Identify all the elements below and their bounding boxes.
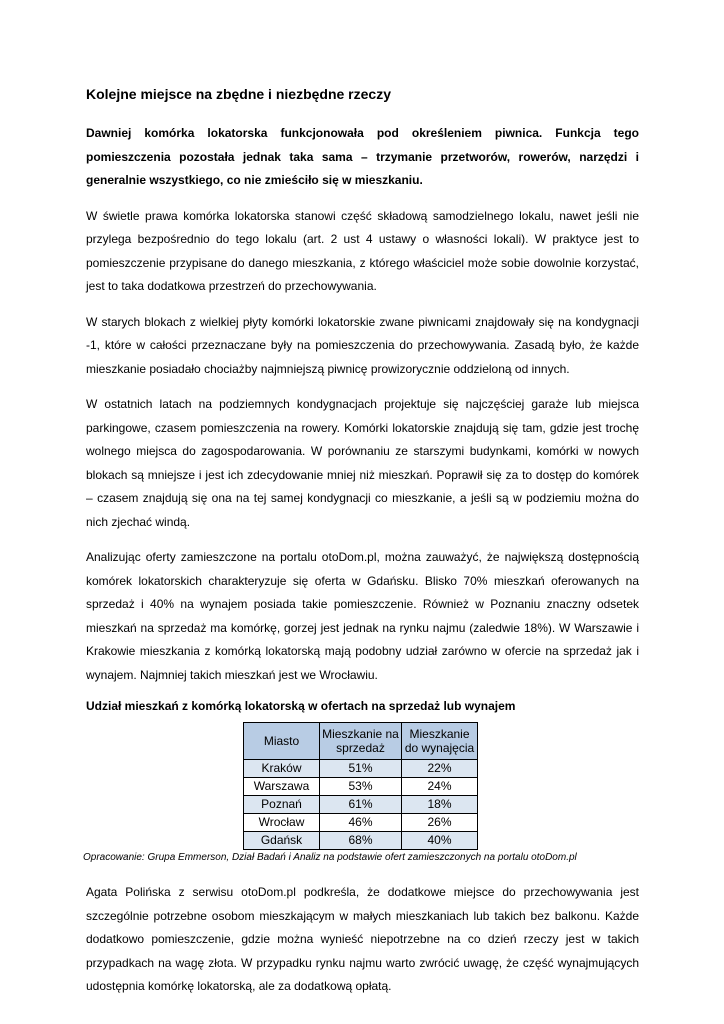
table-row [244,814,478,832]
rent-cell: 26% [402,814,478,832]
header-rent: Mieszkanie do wynajęcia [402,723,478,760]
table-row [244,778,478,796]
article [83,86,639,1011]
body-paragraph: Analizując oferty zamieszczone na portalu otoDom.pl, można zauważyć, że największą dostępnością komórek lokatorskich charakteryzuje się oferta w Gdańsku. Blisko 70% mieszkań oferowanych na sprzedaż i 40% na wynajem posiada takie pomieszczenie. Również w Poznaniu znaczny odsetek mieszkań na sprzedaż ma komórkę, gorzej jest jednak na rynku najmu (zaledwie 18%). W Warszawie i Krakowie mieszkania z komórką lokatorską mają podobny udział zarówno w ofercie na sprzedaż jak i wynajem. Najmniej takich mieszkań jest we Wrocławiu. [86,550,639,682]
city-cell: Poznań [244,796,320,814]
rent-cell: 18% [402,796,478,814]
table-header-row [244,723,478,760]
table-title: Udział mieszkań z komórką lokatorską w ofertach na sprzedaż lub wynajem [86,699,516,713]
header-sale: Mieszkanie na sprzedaż [320,723,402,760]
table-row [244,832,478,850]
body-paragraph: W ostatnich latach na podziemnych kondygnacjach projektuje się najczęściej garaże lub miejsca parkingowe, czasem pomieszczenia na rowery. Komórki lokatorskie znajdują się tam, gdzie jest trochę wolnego miejsca do zagospodarowania. W porównaniu ze starszymi budynkami, komórki w nowych blokach są mniejsze i jest ich zdecydowanie mniej niż mieszkań. Poprawił się za to dostęp do komórek – czasem znajdują się ona na tej samej kondygnacji co mieszkanie, a jeśli są w podziemiu można do nich zjechać windą. [86,397,639,529]
city-cell: Kraków [244,760,320,778]
city-cell: Wrocław [244,814,320,832]
article-title: Kolejne miejsce na zbędne i niezbędne rzeczy [86,86,391,102]
lead-paragraph: Dawniej komórka lokatorska funkcjonowała pod określeniem piwnica. Funkcja tego pomieszczenia pozostała jednak taka sama – trzymanie przetworów, rowerów, narzędzi i generalnie wszystkiego, co nie zmieściło się w mieszkaniu. [86,126,639,187]
header-city: Miasto [244,723,320,760]
table-row [244,760,478,778]
storage-share-table [243,722,478,850]
sale-cell: 61% [320,796,402,814]
sale-cell: 68% [320,832,402,850]
city-cell: Gdańsk [244,832,320,850]
table-row [244,796,478,814]
rent-cell: 22% [402,760,478,778]
body-paragraph: W świetle prawa komórka lokatorska stanowi część składową samodzielnego lokalu, nawet jeśli nie przylega bezpośrednio do tego lokalu (art. 2 ust 4 ustawy o własności lokali). W praktyce jest to pomieszczenie przypisane do danego mieszkania, z którego właściciel może sobie dowolnie korzystać, jest to taka dodatkowa przestrzeń do przechowywania. [86,208,639,293]
body-paragraph: W starych blokach z wielkiej płyty komórki lokatorskie zwane piwnicami znajdowały się na kondygnacji -1, które w całości przeznaczane były na pomieszczenia do przechowywania. Zasadą było, że każde mieszkanie posiadało chociażby najmniejszą piwnicę prowizorycznie oddzieloną od innych. [86,314,639,376]
rent-cell: 40% [402,832,478,850]
closing-paragraph: Agata Polińska z serwisu otoDom.pl podkreśla, że dodatkowe miejsce do przechowywania jest szczególnie potrzebne osobom mieszkającym w małych mieszkaniach lub takich bez balkonu. Każde dodatkowo pomieszczenie, gdzie można wynieść niepotrzebne na co dzień rzeczy jest w takich przypadkach na wagę złota. W przypadku rynku najmu warto zwrócić uwagę, że część wynajmujących udostępnia komórkę lokatorską, ale za dodatkową opłatą. [86,885,639,993]
sale-cell: 46% [320,814,402,832]
sale-cell: 51% [320,760,402,778]
rent-cell: 24% [402,778,478,796]
table-source-caption: Opracowanie: Grupa Emmerson, Dział Badań i Analiz na podstawie ofert zamieszczonych na portalu otoDom.pl [83,852,577,863]
sale-cell: 53% [320,778,402,796]
city-cell: Warszawa [244,778,320,796]
